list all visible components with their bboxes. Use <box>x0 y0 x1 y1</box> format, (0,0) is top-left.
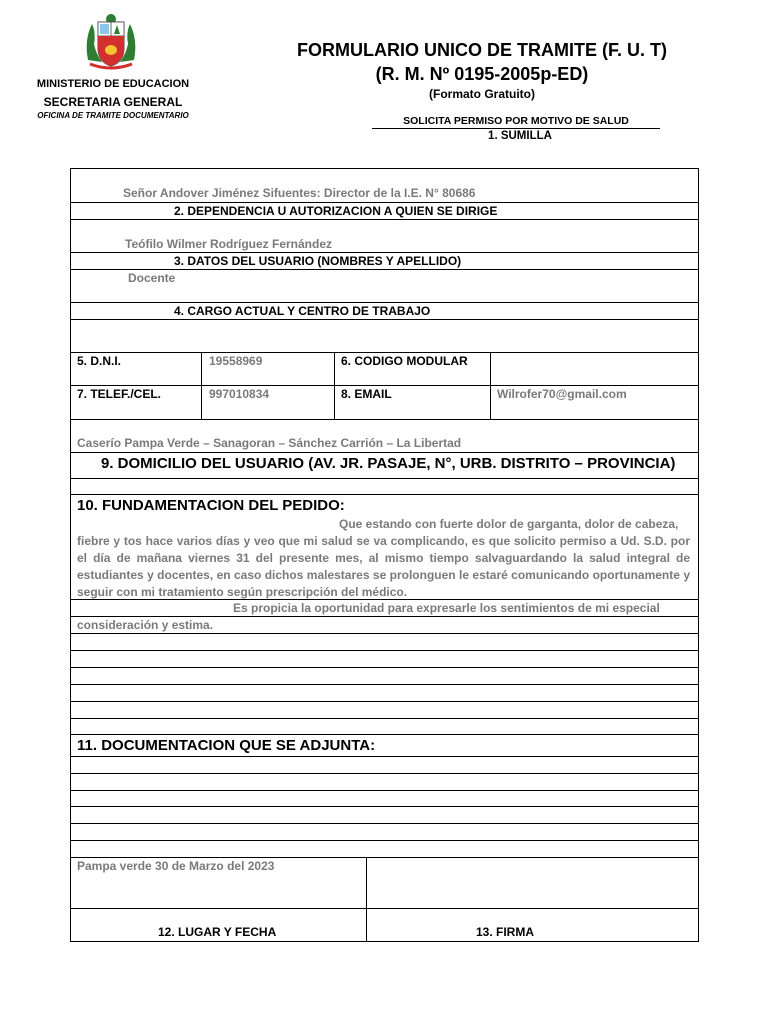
row-divider <box>70 734 698 735</box>
fundamentacion-label: 10. FUNDAMENTACION DEL PEDIDO: <box>77 497 345 514</box>
row-divider <box>70 385 698 386</box>
row-divider <box>70 252 698 253</box>
fundamentacion-paragraph-2[interactable] <box>77 600 690 634</box>
row-divider <box>70 790 698 791</box>
row-divider <box>70 650 698 651</box>
lugar-fecha-label: 12. LUGAR Y FECHA <box>158 925 277 939</box>
dependencia-label: 2. DEPENDENCIA U AUTORIZACION A QUIEN SE DIRIGE <box>174 204 498 218</box>
domicilio-value[interactable]: Caserío Pampa Verde – Sanagoran – Sánchez Carrión – La Libertad <box>77 436 462 450</box>
fundamentacion-lead-line: Que estando con fuerte dolor de garganta, dolor de cabeza, <box>339 517 679 531</box>
row-divider <box>70 908 698 909</box>
row-divider <box>70 756 698 757</box>
email-value[interactable]: Wilrofer70@gmail.com <box>497 387 627 401</box>
lugar-fecha-value[interactable]: Pampa verde 30 de Marzo del 2023 <box>77 859 275 873</box>
column-divider <box>490 352 491 419</box>
telefono-label: 7. TELEF./CEL. <box>77 387 162 401</box>
row-divider <box>70 684 698 685</box>
column-divider <box>334 352 335 419</box>
row-divider <box>70 269 698 270</box>
row-divider <box>70 419 698 420</box>
codigo-modular-label: 6. CODIGO MODULAR <box>341 354 468 368</box>
row-divider <box>70 701 698 702</box>
form-title: FORMULARIO UNICO DE TRAMITE (F. U. T) <box>297 40 667 60</box>
row-divider <box>70 667 698 668</box>
row-divider <box>70 219 698 220</box>
row-divider <box>70 202 698 203</box>
row-divider <box>70 319 698 320</box>
sumilla-text: SOLICITA PERMISO POR MOTIVO DE SALUD <box>372 115 660 129</box>
email-label: 8. EMAIL <box>341 387 392 401</box>
row-divider <box>70 352 698 353</box>
usuario-label: 3. DATOS DEL USUARIO (NOMBRES Y APELLIDO) <box>174 254 462 268</box>
secretaria-name: SECRETARIA GENERAL <box>43 95 183 109</box>
fundamentacion-body: fiebre y tos hace varios días y veo que mi salud se va complicando, es que solicito permiso a Ud. S.D. por el día de mañana viernes 31 del presente mes, al mismo tiempo salvaguardando la salud integral de estudiantes y docentes, en caso dichos malestares se prolonguen le estaré comunicando oportunamente y seguir con mi tratamiento según prescripción del médico. <box>77 534 690 599</box>
row-divider <box>70 840 698 841</box>
row-divider <box>70 494 698 495</box>
row-divider <box>70 452 698 453</box>
sumilla-label: 1. SUMILLA <box>488 130 552 142</box>
row-divider <box>70 718 698 719</box>
row-divider <box>70 302 698 303</box>
fundamentacion-closing: consideración y estima. <box>77 618 214 632</box>
office-name: OFICINA DE TRAMITE DOCUMENTARIO <box>37 111 189 120</box>
row-divider <box>70 806 698 807</box>
firma-field[interactable] <box>367 858 697 908</box>
usuario-value[interactable]: Teófilo Wilmer Rodríguez Fernández <box>125 237 333 251</box>
column-divider <box>201 352 202 419</box>
row-divider <box>70 773 698 774</box>
resolution-number: (R. M. Nº 0195-2005p-ED) <box>375 64 589 84</box>
form-subtitle: (Formato Gratuito) <box>429 87 535 101</box>
fundamentacion-paragraph-1[interactable] <box>77 516 690 601</box>
cargo-label: 4. CARGO ACTUAL Y CENTRO DE TRABAJO <box>174 304 431 318</box>
row-divider <box>70 478 698 479</box>
dependencia-value[interactable]: Señor Andover Jiménez Sifuentes: Director de la I.E. N° 80686 <box>123 186 476 200</box>
documentacion-label: 11. DOCUMENTACION QUE SE ADJUNTA: <box>77 737 376 754</box>
row-divider <box>70 823 698 824</box>
cargo-value[interactable]: Docente <box>128 271 176 285</box>
domicilio-label: 9. DOMICILIO DEL USUARIO (AV. JR. PASAJE, N°, URB. DISTRITO – PROVINCIA) <box>101 455 676 472</box>
fundamentacion-lead-line-2: Es propicia la oportunidad para expresarle los sentimientos de mi especial <box>233 601 660 615</box>
coat-of-arms-emblem <box>80 10 142 72</box>
ministry-name: MINISTERIO DE EDUCACION <box>36 78 190 90</box>
telefono-value[interactable]: 997010834 <box>209 387 270 401</box>
dni-value[interactable]: 19558969 <box>209 354 263 368</box>
firma-label: 13. FIRMA <box>476 925 535 939</box>
dni-label: 5. D.N.I. <box>77 354 122 368</box>
